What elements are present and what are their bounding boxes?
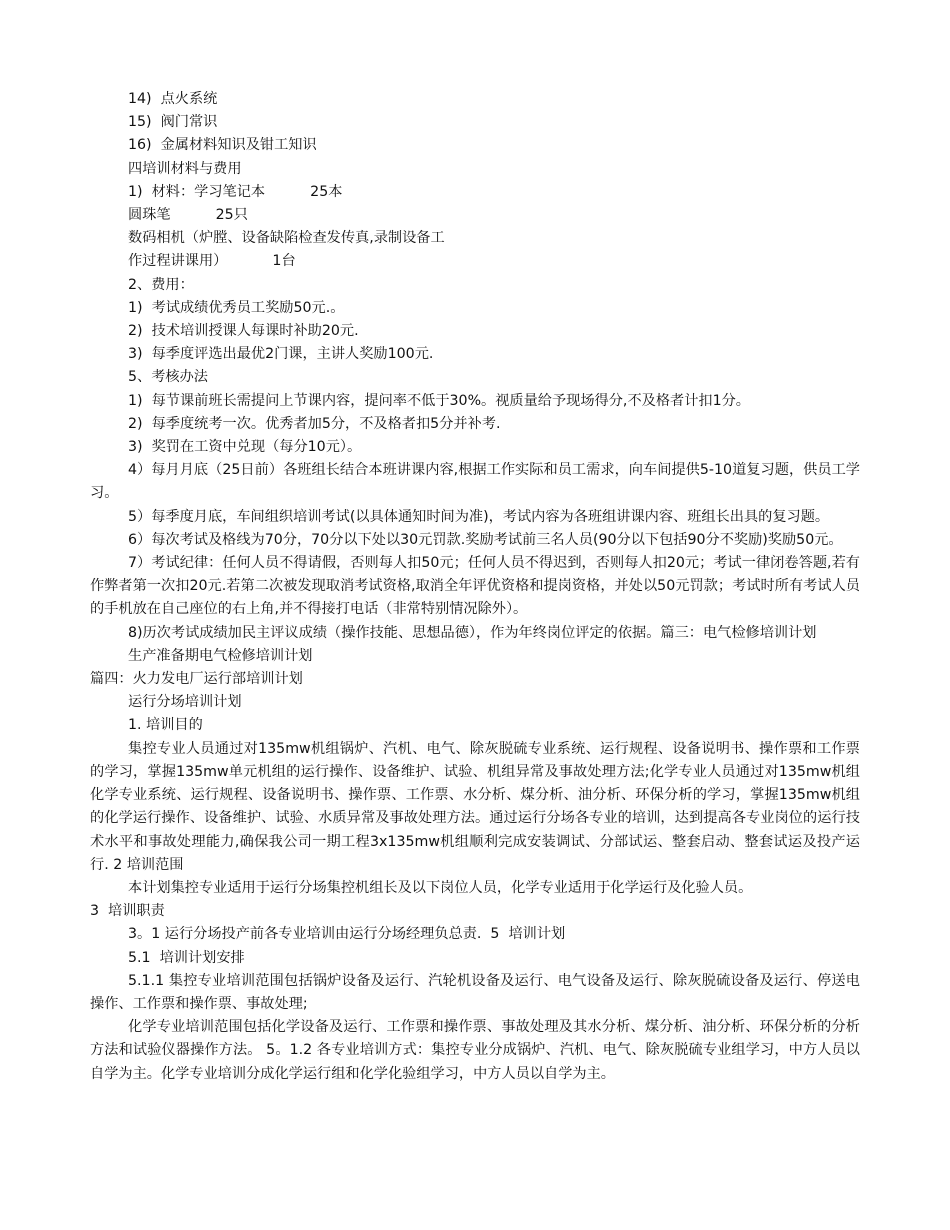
heading-operation-plan: 运行分场培训计划 [128,694,242,711]
paragraph-assess-8: 8)历次考试成绩加民主评议成绩（操作技能、思想品德），作为年终岗位评定的依据。篇三：电气检修培训计划 [128,624,817,641]
text-line-assess-3: 3) 奖罚在工资中兑现（每分10元）。 [128,439,362,456]
paragraph-assess-5: 5）每季度月底，车间组织培训考试(以具体通知时间为准)，考试内容为各班组讲课内容、班组长出具的复习题。 [128,508,830,525]
paragraph-training-purpose: 集控专业人员通过对135mw机组锅炉、汽机、电气、除灰脱硫专业系统、运行规程、设备说明书、操作票和工作票的学习，掌握135mw单元机组的运行操作、设备维护、试验、机组异常及事故处理方法;化学专业人员通过对135mw机组化学专业系统、运行规程、设备说明书、操作票、工作票、水分析、煤分析、油分析、环保分析的学习，掌握135mw机组的化学运行操作、设备维护、试验、水质异常及事故处理方法。通过运行分场各专业的培训，达到提高各专业岗位的运行技术水平和事故处理能力,确保我公司一期工程3x135mw机组顺利完成安装调试、分部试运、整套启动、整套试运及投产运行. 2 培训范围 [90,740,860,873]
text-line-materials: 1) 材料：学习笔记本 25本 [128,183,343,200]
text-line-assess-1: 1) 每节课前班长需提问上节课内容，提问率不低于30%。视质量给予现场得分,不及格者计扣1分。 [128,392,750,409]
paragraph-assess-4: 4）每月月底（25日前）各班组长结合本班讲课内容,根据工作实际和员工需求，向车间提供5-10道复习题，供员工学习。 [90,462,860,502]
text-line-duties: 3。1 运行分场投产前各专业培训由运行分场经理负总责. 5 培训计划 [128,926,566,943]
paragraph-control-scope: 5.1.1 集控专业培训范围包括锅炉设备及运行、汽轮机设备及运行、电气设备及运行、除灰脱硫设备及运行、停送电操作、工作票和操作票、事故处理; [90,972,860,1012]
heading-plan-arrangement: 5.1 培训计划安排 [128,949,245,966]
heading-training-duties: 3 培训职责 [90,903,165,920]
section-heading-fees: 2、费用： [128,276,194,293]
heading-training-purpose: 1. 培训目的 [128,717,203,734]
text-line-14: 14) 点火系统 [128,91,218,107]
text-line-fee-2: 2) 技术培训授课人每课时补助20元. [128,323,359,340]
text-line-pens: 圆珠笔 25只 [128,207,248,224]
text-line-fee-1: 1) 考试成绩优秀员工奖励50元.。 [128,299,345,316]
paragraph-chemistry-scope: 化学专业培训范围包括化学设备及运行、工作票和操作票、事故处理及其水分析、煤分析、油分析、环保分析的分析方法和试验仪器操作方法。 5。1.2 各专业培训方式：集控专业分成锅炉、汽机、电气、除灰脱硫专业组学习，中方人员以自学为主。化学专业培训分成化学运行组和化学化验组学习，中方人员以自学为主。 [90,1019,860,1082]
paragraph-assess-6: 6）每次考试及格线为70分，70分以下处以30元罚款.奖励考试前三名人员(90分以下包括90分不奖励)奖励50元。 [128,531,843,548]
section-heading-assessment: 5、考核办法 [128,369,208,386]
document-page [90,88,860,1086]
section-heading-materials: 四培训材料与费用 [128,160,242,177]
heading-part-four: 篇四：火力发电厂运行部培训计划 [90,671,303,688]
text-line-16: 16) 金属材料知识及钳工知识 [128,137,317,154]
text-line-fee-3: 3) 每季度评选出最优2门课，主讲人奖励100元. [128,346,434,363]
paragraph-assess-7: 7）考试纪律：任何人员不得请假，否则每人扣50元；任何人员不得迟到，否则每人扣20元；考试一律闭卷答题,若有作弊者第一次扣20元.若第二次被发现取消考试资格,取消全年评优资格和提岗资格，并处以50元罚款；考试时所有考试人员的手机放在自己座位的右上角,并不得接打电话（非常特别情况除外）。 [90,555,860,618]
paragraph-training-scope: 本计划集控专业适用于运行分场集控机组长及以下岗位人员，化学专业适用于化学运行及化验人员。 [128,879,753,896]
text-line-camera-cont: 作过程讲课用） 1台 [128,253,296,270]
text-line-15: 15) 阀门常识 [128,114,218,131]
text-line-camera: 数码相机（炉膛、设备缺陷检查发传真,录制设备工 [128,230,445,247]
text-line-assess-2: 2) 每季度统考一次。优秀者加5分，不及格者扣5分并补考. [128,415,501,432]
heading-electrical-plan: 生产准备期电气检修培训计划 [128,647,313,664]
